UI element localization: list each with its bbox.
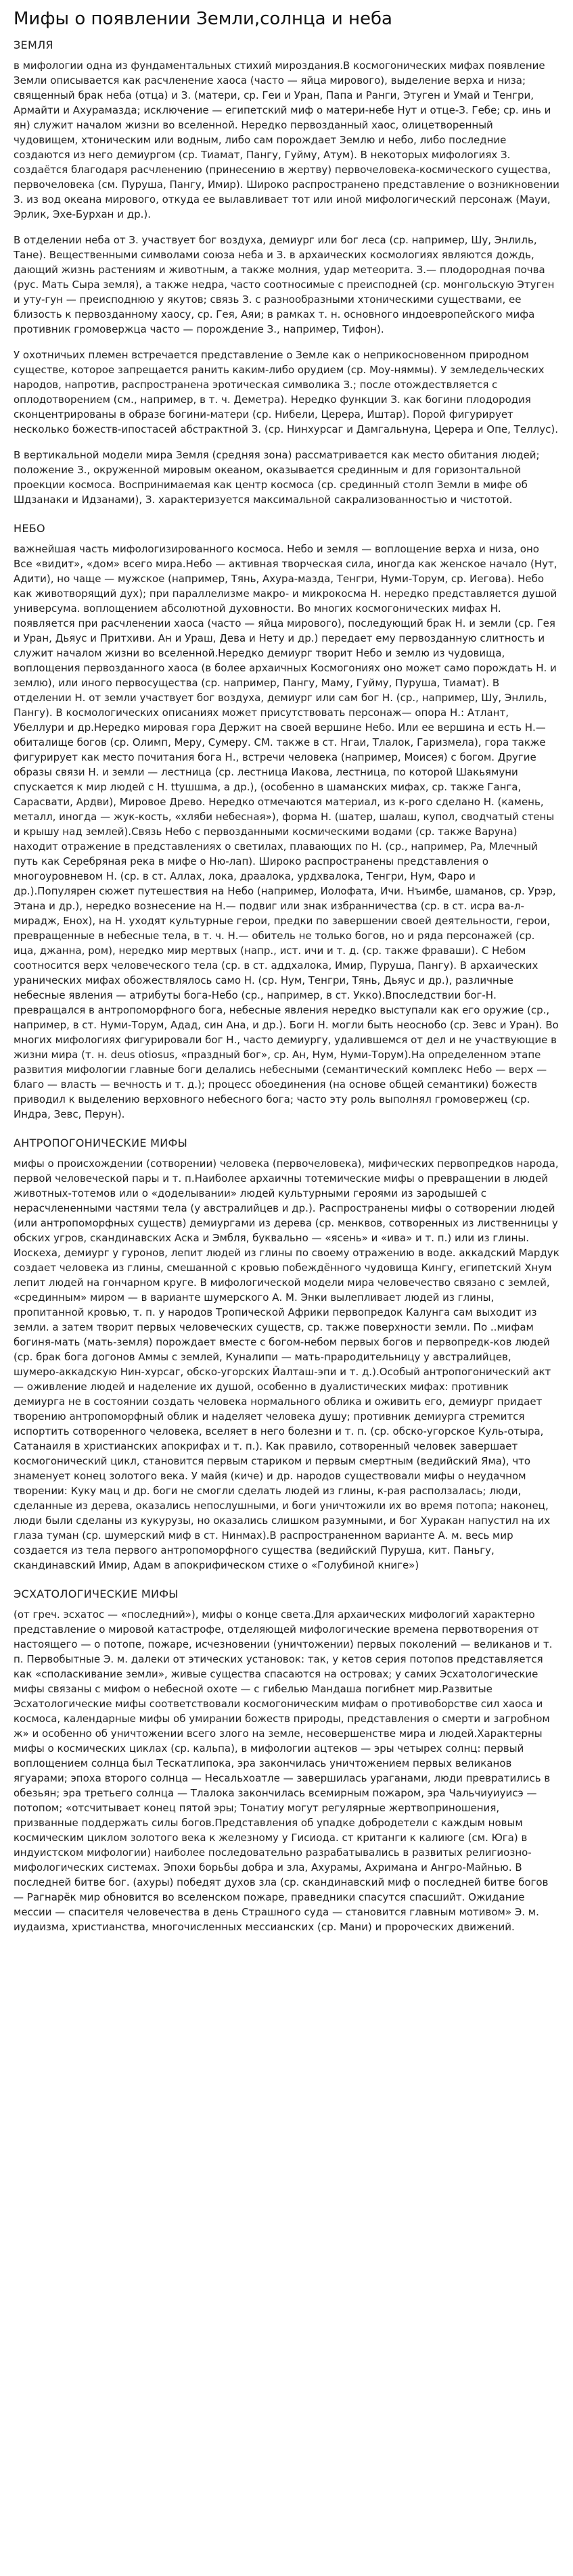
- sky-paragraph-1: важнейшая часть мифологизированного космоса. Небо и земля — воплощение верха и низа, оно Все «видит», «дом» всего мира.Небо — активная творческая сила, иногда как женское начало (Нут, Адити), но чаще — мужское (например, Тянь, Ахура-мазда, Тенгри, Нуми-Торум, ср. Иегова). Небо как животворящий дух); при параллелизме макро- и микрокосма Н. нередко представляется душой универсума. воплощением абсолютной духовности. Во многих космогонических мифах Н. появляется при расчленении хаоса (часто — яйца мирового), последующий брак Н. и земли (ср. Гея и Уран, Дьяус и Притхиви. Ан и Ураш, Дева и Нету и др.) передает ему первозданную слитность и служит началом жизни во вселенной.Нередко демиург творит Небо и землю из чудовища, воплощения первозданного хаоса (в более архаичных Космогониях оно может само порождать Н. и землю), или иного первосущества (ср. например, Пангу, Маму, Гуйму, Пуруша, Тиамат). В отделении Н. от земли участвует бог воздуха, демиург или сам бог Н. (ср., например, Шу, Энлиль, Пангу). В космологических описаниях может присутствовать персонаж— опора Н.: Атлант, Убеллури и др.Нередко мировая гора Держит на своей вершине Небо. Или ее вершина и есть Н.— обиталище богов (ср. Олимп, Меру, Сумеру. СМ. также в ст. Нгаи, Тлалок, Гаризмела), гора также фигурирует как место почитания бога Н., встречи человека (например, Моисея) с богом. Другие образы связи Н. и земли — лестница (ср. лестница Иакова, лестница, по которой Шакьямуни спускается к мир людей с Н. ttyшшма, а др.), (особенно в шаманских мифах, ср. также Ганга, Сарасвати, Ардви), Мировое Древо. Нередко отмечаются материал, из к-рого сделано Н. (камень, металл, иногда — жук-кость, «хляби небесная»), форма Н. (шатер, шалаш, купол, сводчатый стены и крышу над землей).Связь Небо с первозданными космическими водами (ср. также Варуна) находит отражение в представлениях о светилах, плавающих по Н. (ср., например, Ра, Млечный путь как Серебряная река в мифе о Ню-лап). Широко распространены представления о многоуровневом Н. (ср. в ст. Аллах, лока, драалока, урдхвалока, Тенгри, Нум, Фаро и др.).Популярен сюжет путешествия на Небо (например, Иолофата, Ичи. Нъимбе, шаманов, ср. Урэр, Этана и др.), нередко вознесение на Н.— подвиг или знак избранничества (ср. в ст. исра ва-л-мирадж, Енох), на Н. уходят культурные герои, предки по завершении своей деятельности, герои, превращенные в небесные тела, в т. ч. Н.— обитель не только богов, но и ряда персонажей (ср. ица, джанна, ром), нередко мир мертвых (напр., ист. ичи и т. д. (ср. также фраваши). С Небом соотносится верх человеческого тела (ср. в ст. аддхалока, Имир, Пуруша, Пангу). В архаических уранических мифах обожествлялось само Н. (ср. Нум, Тенгри, Тянь, Дьяус и др.), различные небесные явления — атрибуты бога-Небо (ср., например, в ст. Укко).Впоследствии бог-Н. превращался в антропоморфного бога, небесные явления нередко выступали как его оружие (ср., например, в ст. Нуми-Торум, Адад, син Ана, и др.). Боги Н. могли быть неоснобо (ср. Зевс и Уран). Во многих мифологиях фигурировали бог Н., часто демиургу, удалившемся от дел и не участвующие в жизни мира (т. н. deus otiosus, «праздный бог», ср. Ан, Нум, Нуми-Торум).На определенном этапе развития мифологии главные боги делались небесными (семантический комплекс Небо — верх — благо — власть — вечность и т. д.); процесс обоединения (на основе общей семантики) божеств приводил к выделению верховного небесного бога; часто эту роль выполнял громовержец (ср. Индра, Зевс, Перун).: [14, 542, 559, 1120]
- section-sky: [14, 522, 559, 1122]
- section-earth: [14, 39, 559, 507]
- anthropogonic-paragraph-1: мифы о происхождении (сотворении) человека (первочеловека), мифических первопредков народа, первой человеческой пары и т. п.Наиболее архаичны тотемические мифы о превращении в людей животных-тотемов или о «доделывании» людей культурными героями из зародышей с нерасчлененными частями тела (у австралийцев и др.). Распространены мифы о сотворении людей (или антропоморфных существ) демиургами из дерева (ср. менквов, сотворенных из лиственницы у обских угров, скандинавских Аска и Эмбля, буквально — «ясень» и «ива» и т. п.) или из глины. Иоскеха, демиург у гуронов, лепит людей из глины по своему отражению в воде. аккадский Мардук создает человека из глины, смешанной с кровью побеждённого чудовища Кингу, египетский Хнум лепит людей на гончарном круге. В мифологической модели мира человечество связано с землей, «срединным» миром — в варианте шумерского А. М. Энки вылепливает людей из глины, пропитанной кровью, т. п. у народов Тропической Африки первопредок Калунга сам выходит из земли. а затем творит первых человеческих существ, ср. также поверхности земли. По ..мифам богиня-мать (мать-земля) порождает вместе с богом-небом первых богов и первопредк-ков людей (ср. брак бога догонов Аммы с землей, Куналипи — мать-прародительницу у австралийцев, шумеро-аккадскую Нин-хурсаг, обско-угорских Йалташ-эпи и т. д.).Особый антропогонический акт — оживление людей и наделение их душой, особенно в дуалистических мифах: противник демиурга не в состоянии создать человека нормального облика и оживить его, демиург придает творению антропоморфный облик и наделяет человека душу; противник демиурга стремится испортить сотворенного человека, вселяет в него болезни и т. п. (ср. обско-угорское Куль-отыра, Сатанаиля в христианских апокрифах и т. п.). Как правило, сотворенный человек завершает космогонический цикл, становится первым стариком и первым смертным (ведийский Яма), что знаменует конец золотого века. У майя (киче) и др. народов существовали мифы о неудачном творении: Куку мац и др. боги не смогли сделать людей из глины, к-рая расползалась; люди, сделанные из дерева, оказались непослушными, и боги уничтожили их во время потопа; наконец, люди были сделаны из кукурузы, но оказались слишком разумными, и бог Хуракан напустил на их глаза туман (ср. шумерский миф в ст. Нинмах).В распространенном варианте А. м. весь мир создается из тела первого антропоморфного существа (ведийский Пуруша, кит. Паньгу, скандинавский Имир, Адам в апокрифическом стихе о «Голубиной книге»): [14, 1158, 559, 1572]
- eschatological-paragraph-1: (от греч. эсхатос — «последний»), мифы о конце света.Для архаических мифологий характерно представление о мировой катастрофе, отделяющей мифологические времена первотворения от настоящего — о потопе, пожаре, исчезновении (уничтожении) первых поколений — великанов и т. п. Первобытные Э. м. далеки от этических установок: так, у кетов серия потопов представляется как «споласкивание земли», живые существа спасаются на островах; у самих Эсхатологические мифы связаны с мифом о небесной охоте — с гибелью Мандаша погибнет мир.Развитые Эсхатологические мифы соответствовали космогоническим мифам о противоборстве сил хаоса и космоса, календарные мифы об умирании божеств природы, представления о смерти и загробном ж» и особенно об уничтожении всего злого на земле, несовершенстве мира и людей.Характерны мифы о космических циклах (ср. кальпа), в мифологии ацтеков — эры четырех солнц: первый воплощением солнца был Тескатлипока, эра закончилась уничтожением первых великанов ягуарами; эпоха второго солнца — Несальхоатле — завершилась ураганами, люди превратились в обезьян; эра третьего солнца — Тлалока закончилась всемирным пожаром, эра Чальчиуиуисэ — потопом; «отсчитывает конец пятой эры; Тонатиу могут регулярные жертвоприношения, призванные поддержать силы богов.Представления об упадке добродетели с каждым новым космическим циклом золотого века к железному у Гисиода. ст кританги к калиюге (см. Юга) в индуистском мифологии) наиболее последовательно разрабатывались в развитых религиозно-мифологических системах. Эпохи борьбы добра и зла, Ахурамы, Ахримана и Ангро-Майнью. В последней битве бог. (ахуры) победят духов зла (ср. скандинавский миф о последней битве богов — Рагнарёк мир обновится во вселенском пожаре, праведники спасутся спасшийт. Ожидание мессии — спасителя человечества в день Страшного суда — становится главным мотивом» Э. м. иудаизма, христианства, многочисленных мессианских (ср. Мани) и пророческих движений.: [14, 1608, 553, 1934]
- section-heading-earth: ЗЕМЛЯ: [14, 38, 53, 51]
- earth-paragraph-3: У охотничьих племен встречается представление о Земле как о неприкосновенном природном существе, которое запрещается ранить каким-либо орудием (ср. Моу-няммы). У земледельческих народов, напротив, распространена эротическая символика З.; после отождествляется с оплодотворением (см., например, в т. ч. Деметра). Нередко функции З. как богини плодородия сконцентрированы в образе богини-матери (ср. Нибели, Церера, Иштар). Порой фигурирует несколько божеств-ипостасей абстрактной З. (ср. Нинхурсаг и Дамгальнуна, Церера и Опе, Теллус).: [14, 348, 558, 435]
- section-heading-eschatological-myths: ЭСХАТОЛОГИЧЕСКИЕ МИФЫ: [14, 1588, 179, 1601]
- section-anthropogonic-myths: [14, 1137, 559, 1573]
- section-eschatological-myths: [14, 1588, 559, 1934]
- earth-paragraph-2: В отделении неба от З. участвует бог воздуха, демиург или бог леса (ср. например, Шу, Энлиль, Тане). Вещественными символами союза неба и З. в архаических космологиях являются дождь, дающий жизнь растениям и животным, а также молния, удар метеорита. З.— плодородная почва (рус. Мать Сыра земля), а также недра, часто соотносимые с преисподней (ср. монгольскую Этуген и уту-гун — преисподнюю у якутов; связь З. с разнообразными хтоническими существами, ее близость к первозданному хаосу, ср. Гея, Аяи; в рамках т. н. основного индоевропейского мифа противник громовержца часто — порождение З., например, Тифон).: [14, 233, 555, 335]
- earth-paragraph-1: в мифологии одна из фундаментальных стихий мироздания.В космогонических мифах появление Земли описывается как расчленение хаоса (часто — яйца мирового), выделение верха и низа; священный брак неба (отца) и З. (матери, ср. Геи и Уран, Папа и Ранги, Этуген и Умай и Тенгри, Армайти и Ахурамазда; исключение — египетский миф о матери-небе Нут и отце-З. Гебе; ср. инь и ян) служит началом жизни во вселенной. Нередко первозданный хаос, олицетворенный чудовищем, хтоническим или водным, либо сам порождает Землю и небо, либо последние создаются из него демиургом (ср. Тиамат, Пангу, Гуйму, Атум). В некоторых мифологиях З. создаётся благодаря расчленению (принесению в жертву) первочеловека-космического существа, первочеловека (см. Пуруша, Пангу, Имир). Широко распространено представление о возникновении З. из вод океана мирового, откуда ее вылавливает тот или иной мифологический персонаж (Мауи, Эрлик, Эхе-Бурхан и др.).: [14, 59, 559, 220]
- section-heading-anthropogonic-myths: АНТРОПОГОНИЧЕСКИЕ МИФЫ: [14, 1136, 188, 1149]
- earth-paragraph-4: В вертикальной модели мира Земля (средняя зона) рассматривается как место обитания людей; положение З., окруженной мировым океаном, оказывается срединным и для горизонтальной проекции космоса. Воспринимаемая как центр космоса (ср. срединный столп Земли в мифе об Шдзанаки и Идзанами), З. характеризуется максимальной сакрализованностью и чистотой.: [14, 448, 540, 506]
- section-heading-sky: НЕБО: [14, 521, 45, 535]
- page-title: Мифы о появлении Земли,солнца и неба: [14, 9, 392, 29]
